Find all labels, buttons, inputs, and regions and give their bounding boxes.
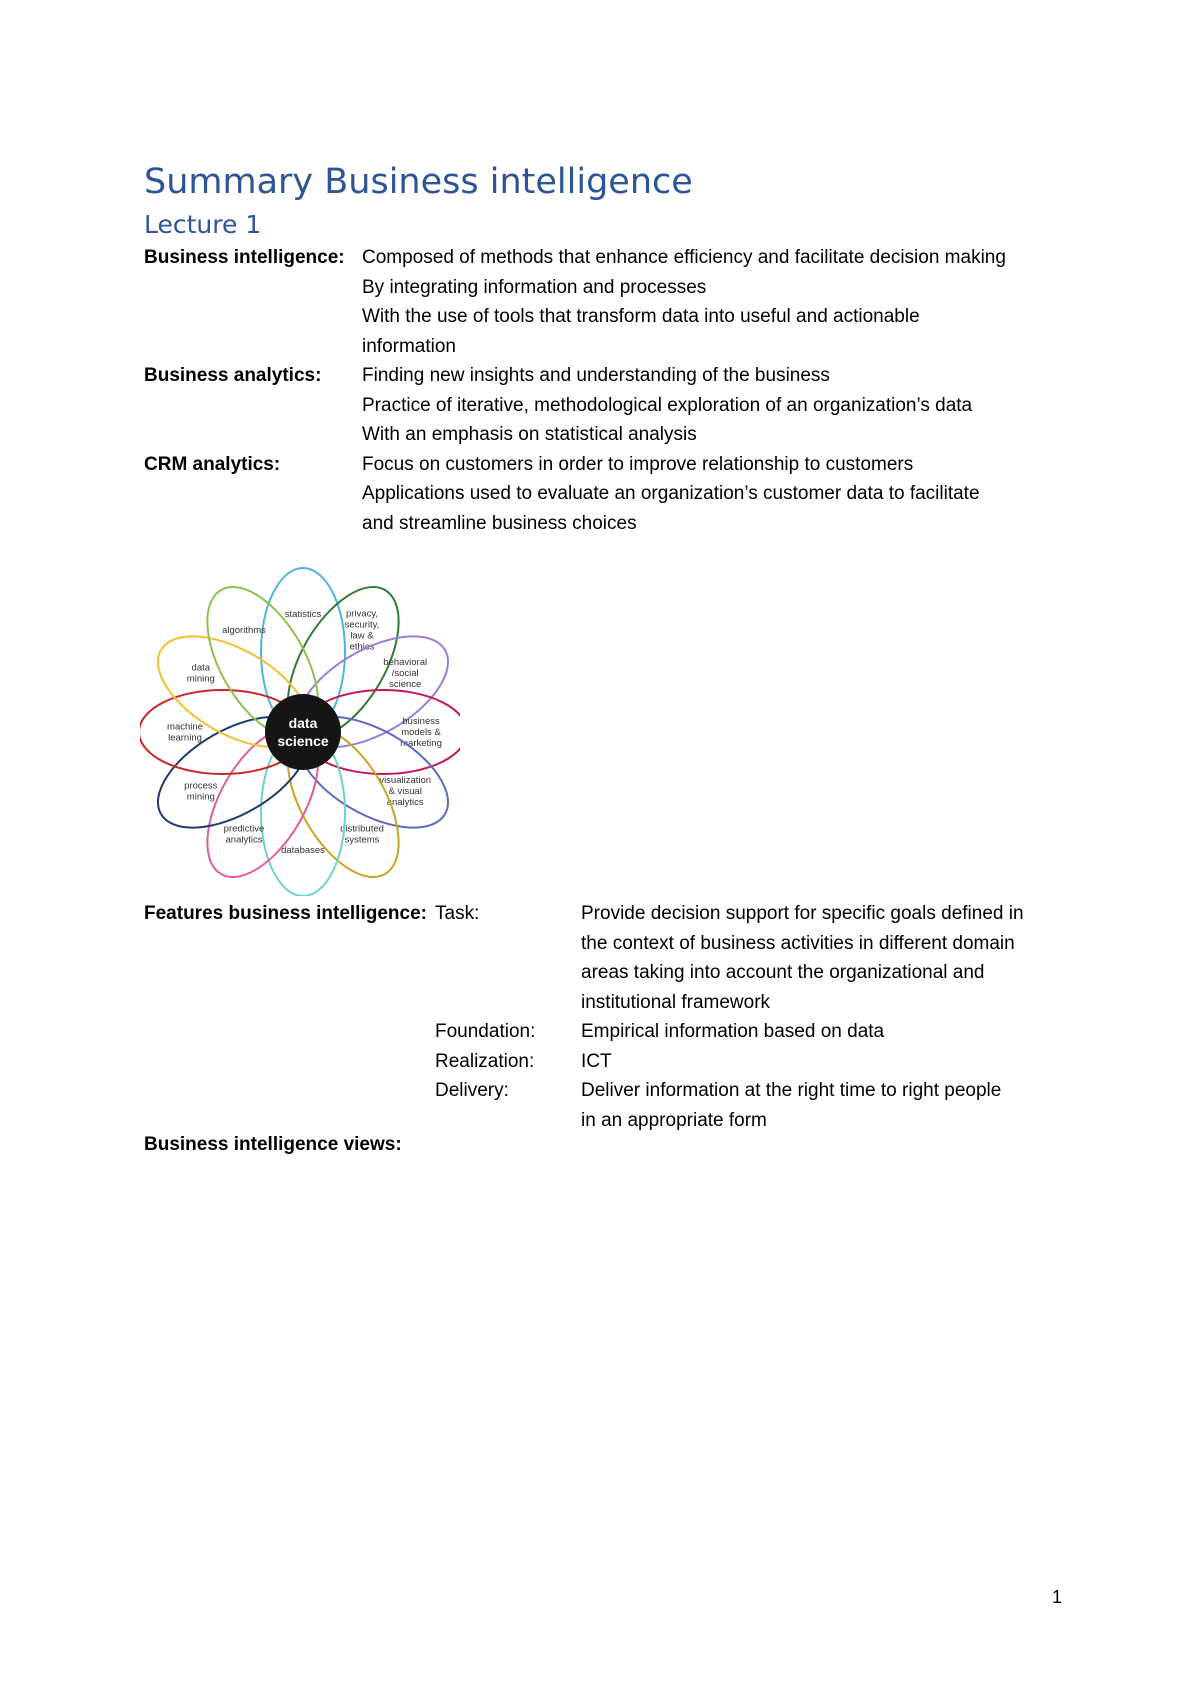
petal-label: statistics: [284, 609, 322, 620]
definition-line: information: [362, 335, 456, 357]
definition-line: Finding new insights and understanding of the business: [362, 365, 830, 386]
feature-line: Provide decision support for specific goals defined in: [581, 903, 1024, 924]
petal-label: privacy, security, law & ethics: [344, 608, 380, 653]
feature-line: ICT: [581, 1050, 612, 1072]
feature-label: Foundation:: [435, 1021, 536, 1042]
petal-label: business models & marketing: [400, 716, 442, 749]
feature-label: Delivery:: [435, 1080, 509, 1101]
petal-label: distributed systems: [340, 823, 384, 846]
feature-label: Task:: [435, 903, 480, 924]
petal-label: algorithms: [222, 624, 266, 636]
petal-label: behavioral /social science: [383, 657, 428, 690]
definition-line: Composed of methods that enhance efficiency and facilitate decision making: [362, 247, 1006, 268]
petal-label: databases: [281, 845, 325, 856]
feature-line: in an appropriate form: [581, 1109, 767, 1131]
definition-crm-analytics: [144, 450, 1064, 539]
center-label: data science: [277, 715, 329, 749]
definition-business-intelligence: [144, 243, 1064, 361]
petal-label: machine learning: [167, 721, 203, 744]
center-circle: [265, 694, 341, 770]
page-number: 1: [1052, 1587, 1063, 1607]
feature-row-delivery: [435, 1076, 1064, 1135]
definition-business-analytics: [144, 361, 1064, 450]
feature-line: Deliver information at the right time to right people: [581, 1080, 1002, 1101]
feature-line: the context of business activities in different domain: [581, 932, 1015, 954]
definition-line: and streamline business choices: [362, 512, 637, 534]
feature-line: Empirical information based on data: [581, 1021, 885, 1042]
definition-line: With an emphasis on statistical analysis: [362, 424, 697, 445]
definition-line: With the use of tools that transform data into useful and actionable: [362, 306, 920, 327]
definitions-list: [144, 243, 1064, 538]
feature-row-realization: [435, 1047, 1064, 1077]
petal-label: visualization & visual analytics: [379, 775, 432, 808]
data-science-flower-diagram: [140, 566, 460, 896]
definition-line: Applications used to evaluate an organization’s customer data to facilitate: [362, 483, 980, 504]
definition-line: By integrating information and processes: [362, 276, 707, 298]
petal-label: process mining: [184, 780, 218, 803]
feature-row-task: [435, 899, 1064, 1017]
definition-term: CRM analytics:: [144, 453, 281, 475]
feature-label: Realization:: [435, 1050, 535, 1072]
definition-term: Business analytics:: [144, 365, 322, 386]
definition-line: Practice of iterative, methodological exploration of an organization’s data: [362, 394, 973, 416]
feature-row-foundation: [435, 1017, 1064, 1047]
feature-line: institutional framework: [581, 991, 771, 1013]
lecture-heading: Lecture 1: [144, 210, 262, 239]
definition-line: Focus on customers in order to improve relationship to customers: [362, 453, 914, 475]
features-heading: Features business intelligence:: [144, 903, 427, 924]
feature-line: areas taking into account the organizational and: [581, 962, 985, 983]
views-heading: Business intelligence views:: [144, 1134, 402, 1155]
page-title: Summary Business intelligence: [144, 162, 693, 202]
petal-label: data mining: [186, 662, 215, 685]
definition-term: Business intelligence:: [144, 247, 345, 268]
petal-label: predictive analytics: [223, 823, 265, 846]
